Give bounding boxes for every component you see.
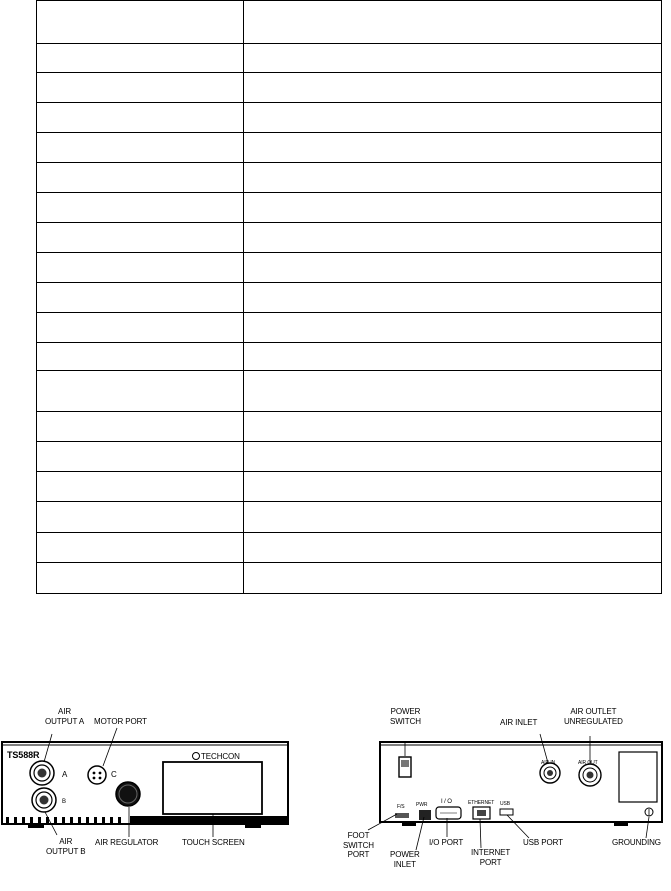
callout-air-output-b: AIR OUTPUT B	[46, 837, 86, 856]
usb-label: USB	[500, 801, 510, 807]
pwr-label: PWR	[416, 802, 428, 808]
table-row	[37, 162, 661, 163]
vent-slot	[30, 817, 33, 824]
table-row	[37, 102, 661, 103]
table-row	[37, 411, 661, 412]
callout-usb-port: USB PORT	[523, 838, 563, 847]
callout-motor-port: MOTOR PORT	[94, 717, 147, 726]
vent-slot	[38, 817, 41, 824]
table-row	[37, 441, 661, 442]
callout-air-regulator: AIR REGULATOR	[95, 838, 159, 847]
vent-slot	[110, 817, 113, 824]
vent-slot	[102, 817, 105, 824]
table-row	[37, 532, 661, 533]
air-out-label: AIR OUT	[578, 760, 598, 766]
table-row	[37, 282, 661, 283]
port-b-label: B	[62, 799, 66, 805]
table-row	[37, 72, 661, 73]
table-row	[37, 252, 661, 253]
vent-slot	[22, 817, 25, 824]
callout-power-switch: POWER SWITCH	[390, 707, 421, 726]
callout-grounding: GROUNDING	[612, 838, 661, 847]
callout-air-inlet: AIR INLET	[500, 718, 538, 727]
callout-touch-screen: TOUCH SCREEN	[182, 838, 245, 847]
table-row	[37, 501, 661, 502]
table-row	[37, 132, 661, 133]
air-in-label: AIR IN	[541, 760, 556, 766]
specifications-table	[36, 0, 662, 594]
table-row	[37, 222, 661, 223]
callout-io-port: I/O PORT	[429, 838, 464, 847]
table-row	[37, 192, 661, 193]
vent-slot	[54, 817, 57, 824]
callout-internet-port: INTERNET PORT	[471, 848, 511, 867]
ethernet-label: ETHERNET	[468, 800, 495, 806]
table-row	[37, 342, 661, 343]
io-label: I / O	[441, 799, 452, 805]
table-row	[37, 471, 661, 472]
table-row	[37, 43, 661, 44]
front-panel-drawing	[0, 700, 300, 891]
vent-slot	[62, 817, 65, 824]
vent-slot	[14, 817, 17, 824]
callout-power-inlet: POWER INLET	[390, 850, 420, 869]
port-c-label: C	[111, 770, 117, 779]
vent-slot	[86, 817, 89, 824]
vent-slot	[6, 817, 9, 824]
fs-label: F/S	[397, 804, 405, 810]
callout-air-output-a: AIR OUTPUT A	[45, 707, 85, 726]
table-row	[37, 562, 661, 563]
vent-slot	[78, 817, 81, 824]
vent-slot	[94, 817, 97, 824]
model-label: TS588R	[7, 750, 40, 760]
vent-slot	[70, 817, 73, 824]
callout-foot-switch-port: FOOT SWITCH PORT	[343, 831, 374, 859]
table-row	[37, 370, 661, 371]
brand-logo-text: TECHCON	[201, 752, 240, 761]
table-row	[37, 312, 661, 313]
port-a-label: A	[62, 770, 68, 779]
callout-air-outlet: AIR OUTLET UNREGULATED	[564, 707, 623, 726]
column-divider	[243, 1, 244, 593]
vent-slot	[118, 817, 121, 824]
rear-panel-drawing	[343, 700, 671, 891]
